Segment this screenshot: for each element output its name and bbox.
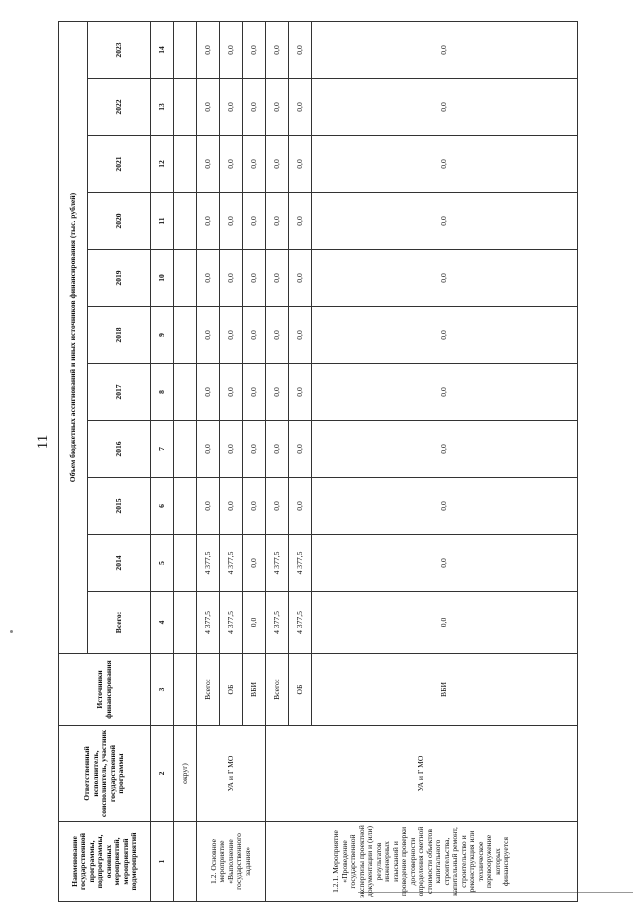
col-number: 6: [151, 478, 174, 535]
financing-table: [58, 21, 578, 902]
page-number: 11: [35, 434, 51, 450]
value-cell: 0,0: [197, 421, 220, 478]
value-cell: 4 377,5: [197, 535, 220, 592]
total-cell: 4 377,5: [289, 592, 312, 654]
total-cell: 4 377,5: [220, 592, 243, 654]
header-year: 2014: [88, 535, 151, 592]
header-name: Наименование государственной программы, подпрограммы, основных мероприятий, мероприятий подмероприятий: [59, 822, 151, 902]
value-cell: 0,0: [312, 79, 578, 136]
value-cell: 0,0: [197, 307, 220, 364]
value-cell: 0,0: [243, 421, 266, 478]
total-cell: 4 377,5: [197, 592, 220, 654]
value-cell: 0,0: [243, 193, 266, 250]
table-row: [266, 21, 289, 901]
header-executor: Ответственный исполнитель, соисполнитель, участник государственной программы: [59, 726, 151, 822]
value-cell: 0,0: [289, 79, 312, 136]
value-cell: 0,0: [197, 79, 220, 136]
value-cell: 0,0: [243, 364, 266, 421]
total-cell: 0,0: [243, 592, 266, 654]
value-cell: 0,0: [266, 21, 289, 78]
col-number: 8: [151, 364, 174, 421]
col-number: 2: [151, 726, 174, 822]
col-number: 1: [151, 822, 174, 902]
value-cell: 0,0: [312, 421, 578, 478]
header-volume: Объем бюджетных ассигнований и иных источников финансирования (тыс. рублей): [59, 21, 88, 653]
col-number: 14: [151, 21, 174, 78]
value-cell: 0,0: [243, 21, 266, 78]
value-cell: 0,0: [312, 307, 578, 364]
source-cell: ОБ: [289, 654, 312, 726]
source-cell: ВБИ: [243, 654, 266, 726]
col-number: 7: [151, 421, 174, 478]
value-cell: 0,0: [289, 478, 312, 535]
total-cell: 0,0: [312, 592, 578, 654]
value-cell: 0,0: [220, 136, 243, 193]
executor: УА и Г МО: [266, 726, 578, 822]
value-cell: 0,0: [243, 535, 266, 592]
measure-name: 1.2.1. Мероприятие «Проведение государственной экспертизы проектной документации и (или) результатов инженерных изысканий и проведение проверки достоверности определения сметной стоимости объектов капитального строительства, капитальный ремонт, строительство и реконструкция или техническое перевооружение которых финансируется: [266, 822, 578, 902]
rotated-table-container: [58, 22, 578, 902]
value-cell: 0,0: [312, 250, 578, 307]
continuation-text: округ): [174, 726, 197, 822]
value-cell: 0,0: [266, 421, 289, 478]
value-cell: 0,0: [266, 79, 289, 136]
value-cell: 0,0: [266, 478, 289, 535]
value-cell: 0,0: [289, 250, 312, 307]
value-cell: 0,0: [220, 21, 243, 78]
value-cell: 0,0: [220, 193, 243, 250]
value-cell: 0,0: [243, 307, 266, 364]
value-cell: 0,0: [197, 193, 220, 250]
value-cell: 4 377,5: [266, 535, 289, 592]
total-cell: 4 377,5: [266, 592, 289, 654]
value-cell: 0,0: [289, 364, 312, 421]
executor: УА и Г МО: [197, 726, 266, 822]
continuation-row: [174, 21, 197, 901]
source-cell: ОБ: [220, 654, 243, 726]
value-cell: 0,0: [312, 478, 578, 535]
value-cell: 0,0: [220, 250, 243, 307]
col-number: 10: [151, 250, 174, 307]
header-total: Всего:: [88, 592, 151, 654]
col-number: 9: [151, 307, 174, 364]
header-year: 2020: [88, 193, 151, 250]
value-cell: 0,0: [289, 307, 312, 364]
value-cell: 0,0: [266, 307, 289, 364]
col-number: 3: [151, 654, 174, 726]
header-year: 2022: [88, 79, 151, 136]
col-number: 5: [151, 535, 174, 592]
value-cell: 4 377,5: [220, 535, 243, 592]
measure-name: 1.2. Основное мероприятие «Выполнение государственного задания»: [197, 822, 266, 902]
value-cell: 0,0: [289, 421, 312, 478]
col-number: 4: [151, 592, 174, 654]
header-year: 2015: [88, 478, 151, 535]
value-cell: 0,0: [243, 136, 266, 193]
value-cell: 0,0: [312, 193, 578, 250]
scan-dot: [10, 630, 13, 633]
value-cell: 0,0: [197, 364, 220, 421]
value-cell: 0,0: [289, 193, 312, 250]
value-cell: 0,0: [243, 79, 266, 136]
value-cell: 0,0: [220, 79, 243, 136]
value-cell: 0,0: [289, 136, 312, 193]
value-cell: 0,0: [266, 136, 289, 193]
value-cell: 0,0: [312, 535, 578, 592]
value-cell: 0,0: [243, 478, 266, 535]
table-row: [197, 21, 220, 901]
value-cell: 0,0: [312, 136, 578, 193]
value-cell: 0,0: [289, 21, 312, 78]
header-year: 2017: [88, 364, 151, 421]
value-cell: 0,0: [266, 193, 289, 250]
header-year: 2019: [88, 250, 151, 307]
source-cell: Всего:: [266, 654, 289, 726]
col-number: 13: [151, 79, 174, 136]
value-cell: 0,0: [220, 478, 243, 535]
source-cell: ВБИ: [312, 654, 578, 726]
header-year: 2023: [88, 21, 151, 78]
value-cell: 4 377,5: [289, 535, 312, 592]
value-cell: 0,0: [312, 21, 578, 78]
value-cell: 0,0: [266, 364, 289, 421]
header-source: Источники финансирования: [59, 654, 151, 726]
header-year: 2018: [88, 307, 151, 364]
value-cell: 0,0: [266, 250, 289, 307]
value-cell: 0,0: [220, 364, 243, 421]
value-cell: 0,0: [220, 307, 243, 364]
value-cell: 0,0: [197, 250, 220, 307]
value-cell: 0,0: [197, 478, 220, 535]
value-cell: 0,0: [312, 364, 578, 421]
col-number: 11: [151, 193, 174, 250]
header-year: 2021: [88, 136, 151, 193]
column-number-row: [151, 21, 174, 901]
col-number: 12: [151, 136, 174, 193]
value-cell: 0,0: [220, 421, 243, 478]
value-cell: 0,0: [197, 136, 220, 193]
value-cell: 0,0: [197, 21, 220, 78]
header-year: 2016: [88, 421, 151, 478]
value-cell: 0,0: [243, 250, 266, 307]
source-cell: Всего:: [197, 654, 220, 726]
